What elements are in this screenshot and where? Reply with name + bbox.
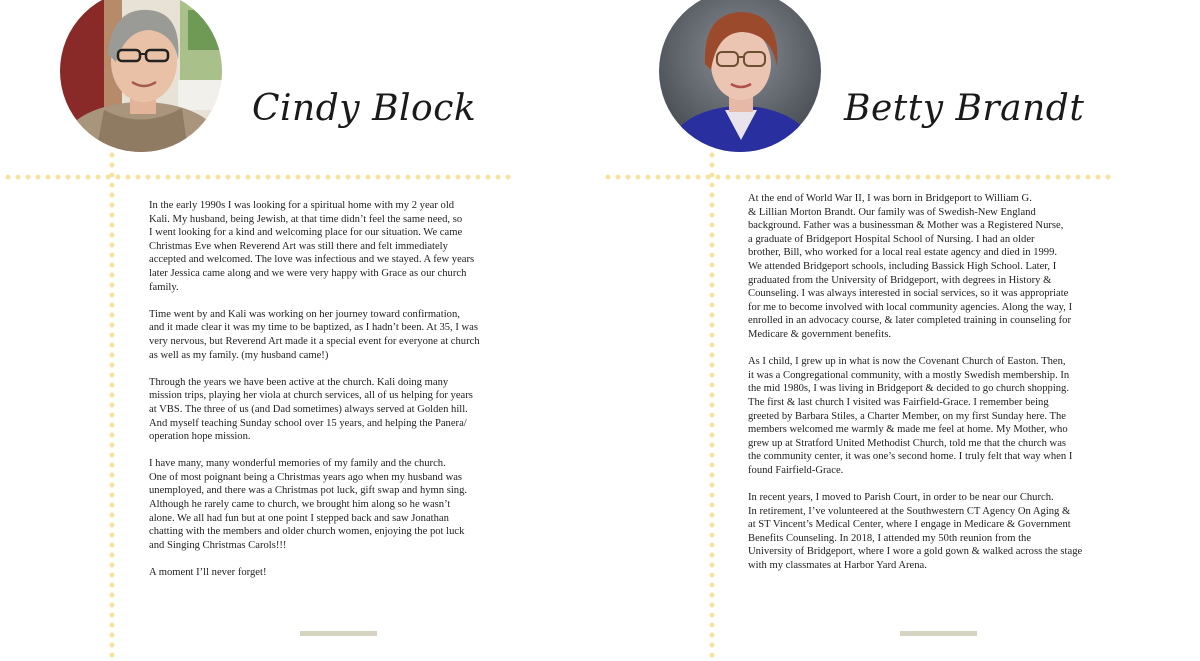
testimonial-text bbox=[149, 199, 511, 593]
decorative-bar bbox=[900, 631, 977, 636]
decorative-bar bbox=[300, 631, 377, 636]
paragraph: At the end of World War II, I was born in Bridgeport to William G. & Lillian Morton Brandt. Our family was of Swedish-New England background. Father was a businessman & Mother was a Registered Nurse, a graduate of Bridgeport Hospital School of Nursing. I had an older brother, Bill, who worked for a local real estate agency and died in 1999. We attended Bridgeport schools, including Bassick High School. Later, I graduated from the University of Bridgeport, with degrees in History & Counseling. I was always interested in social services, so it was appropriate for me to become involved with local community agencies. Along the way, I enrolled in an advocacy course, & later completed training in counseling for Medicare & government benefits. bbox=[748, 193, 1073, 340]
person-name: Betty Brandt bbox=[844, 88, 1085, 129]
paragraph: A moment I’ll never forget! bbox=[149, 567, 267, 579]
paragraph: In recent years, I moved to Parish Court, in order to be near our Church. In retirement, I’ve volunteered at the Southwestern CT Agency On Aging & at ST Vincent’s Medical Center, where I engage in Medicare & Government Benefits Counseling. In 2018, I attended my 50th reunion from the University of Bridgeport, where I wore a gold gown & walked across the stage with my classmates at Harbor Yard Arena. bbox=[748, 492, 1083, 572]
person-name: Cindy Block bbox=[252, 88, 477, 129]
profile-panel-betty bbox=[600, 0, 1200, 661]
dotted-divider-horizontal bbox=[3, 174, 515, 180]
testimonial-text bbox=[748, 192, 1110, 586]
paragraph: Time went by and Kali was working on her journey toward confirmation, and it made clear it was my time to be baptized, as I hadn’t been. At 35, I was very nervous, but Reverend Art made it a special event for everyone at church as well as my family. (my husband came!) bbox=[149, 308, 480, 361]
paragraph: Through the years we have been active at the church. Kali doing many mission trips, playing her viola at church services, all of us helping for years at VBS. The three of us (and Dad sometimes) always served at Golden hill. And myself teaching Sunday school over 15 years, and helping the Panera/ operation hope mission. bbox=[149, 376, 473, 443]
paragraph: As I child, I grew up in what is now the Covenant Church of Easton. Then, it was a Congregational community, with a mostly Swedish membership. In the mid 1980s, I was living in Bridgeport & decided to go church shopping. The first & last church I visited was Fairfield-Grace. I remember being greeted by Barbara Stiles, a Charter Member, on my first Sunday here. The members welcomed me warmly & made me feel at home. My Mother, who grew up at Stratford United Methodist Church, told me that the church was the community center, it was one’s second home. I truly felt that way when I found Fairfield-Grace. bbox=[748, 356, 1073, 476]
dotted-divider-vertical bbox=[109, 150, 115, 661]
avatar bbox=[659, 0, 821, 152]
paragraph: I have many, many wonderful memories of my family and the church. One of most poignant being a Christmas years ago when my husband was unemployed, and there was a Christmas pot luck, gift swap and hymn sing. Although he rarely came to church, we brought him along so he wasn’t alone. We all had fun but at one point I stepped back and saw Jonathan chatting with the members and older church women, enjoying the pot luck and Singing Christmas Carols!!! bbox=[149, 458, 468, 551]
paragraph: In the early 1990s I was looking for a spiritual home with my 2 year old Kali. My husband, being Jewish, at that time didn’t feel the same need, so I went looking for a kind and welcoming place for our situation. We came Christmas Eve when Reverend Art was still there and felt immediately accepted and welcomed. The love was infectious and we stayed. A few years later Jessica came along and we were very happy with Grace as our church family. bbox=[149, 200, 475, 293]
dotted-divider-horizontal bbox=[603, 174, 1115, 180]
dotted-divider-vertical bbox=[709, 150, 715, 661]
avatar bbox=[60, 0, 222, 152]
